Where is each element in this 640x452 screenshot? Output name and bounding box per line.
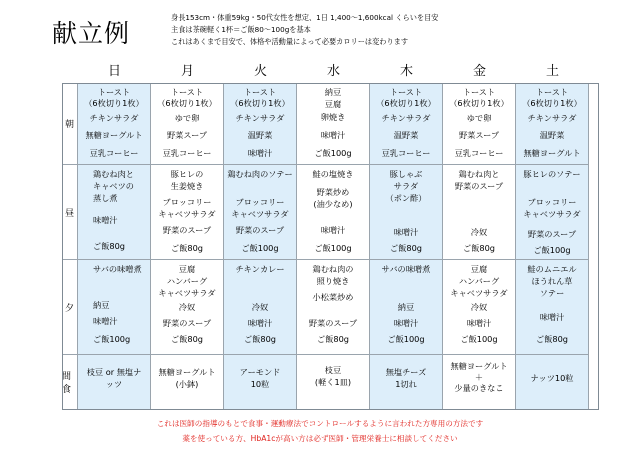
- menu-item: 野菜のスープ: [308, 318, 358, 328]
- menu-item: ソテー: [539, 288, 565, 298]
- menu-cell: [224, 355, 297, 410]
- menu-item: トースト: [243, 87, 277, 97]
- menu-item: 豆乳コーヒー: [454, 148, 504, 158]
- menu-item: ご飯100g: [533, 245, 571, 255]
- note-line: 主食は茶碗軽く1杯＝ご飯80〜100gを基本: [171, 25, 311, 34]
- menu-item: 豆乳コーヒー: [381, 148, 431, 158]
- menu-cell: [78, 165, 151, 260]
- menu-item: アーモンド: [239, 367, 281, 377]
- menu-item: トースト: [97, 87, 131, 97]
- menu-item: 温野菜: [539, 130, 565, 140]
- menu-item: 卵焼き: [320, 112, 346, 122]
- menu-item: 豆乳コーヒー: [89, 148, 139, 158]
- menu-item: 味噌汁: [393, 227, 419, 237]
- menu-item: 温野菜: [247, 130, 273, 140]
- meal-label: 夕: [62, 260, 78, 355]
- menu-item: チキンサラダ: [89, 113, 139, 123]
- menu-item: 納豆: [324, 87, 342, 97]
- meal-label: 間食: [62, 355, 78, 410]
- menu-item: ゆで卵: [466, 113, 492, 123]
- menu-item: 豆腐: [178, 264, 196, 274]
- menu-cell: [224, 260, 297, 355]
- menu-item: 味噌汁: [247, 148, 273, 158]
- menu-item: 1切れ: [395, 379, 417, 389]
- menu-item: 野菜スープ: [458, 130, 500, 140]
- menu-cell: [516, 165, 589, 260]
- menu-cell: [370, 355, 443, 410]
- menu-item: 温野菜: [393, 130, 419, 140]
- menu-item: 鮭の塩焼き: [312, 169, 354, 179]
- page-title: 献立例: [52, 19, 131, 48]
- menu-item: ブロッコリー: [162, 197, 212, 207]
- menu-item: 納豆: [93, 300, 110, 310]
- menu-item: 蒸し煮: [93, 193, 118, 203]
- menu-cell: [151, 83, 224, 165]
- notes: [171, 12, 438, 48]
- menu-cell: [370, 165, 443, 260]
- menu-item: ご飯80g: [171, 334, 203, 344]
- menu-item: (油少なめ): [313, 199, 353, 209]
- menu-item: ご飯80g: [390, 243, 422, 253]
- menu-item: チキンカレー: [235, 264, 285, 274]
- menu-item: 鶏むね肉の: [312, 264, 354, 274]
- menu-item: 無糖ヨーグルト: [523, 148, 581, 158]
- menu-item: キャベツの: [93, 181, 134, 191]
- menu-item: 豆腐: [324, 99, 342, 109]
- day-header: 火: [253, 64, 267, 79]
- menu-cell: [151, 165, 224, 260]
- menu-item: キャベツサラダ: [450, 288, 508, 298]
- menu-cell: [516, 355, 589, 410]
- menu-item: 冷奴: [251, 302, 269, 312]
- menu-item: ご飯80g: [463, 243, 495, 253]
- menu-cell: [297, 165, 370, 260]
- menu-item: 小松菜炒め: [312, 292, 354, 302]
- menu-item: 味噌汁: [320, 225, 346, 235]
- menu-cell: [78, 83, 151, 165]
- menu-cell: [443, 165, 516, 260]
- menu-item: （6枚切り1枚）: [449, 98, 509, 108]
- menu-item: ご飯100g: [387, 334, 425, 344]
- menu-item: 味噌汁: [539, 312, 565, 322]
- menu-cell: [151, 355, 224, 410]
- note-line: これはあくまで目安で、体格や活動量によって必要カロリーは変わります: [171, 37, 409, 46]
- menu-item: ハンバーグ: [458, 276, 500, 286]
- menu-item: 無糖ヨーグルト: [85, 130, 143, 140]
- menu-item: ご飯80g: [317, 334, 349, 344]
- menu-cell: [224, 83, 297, 165]
- menu-item: 野菜のスープ: [162, 318, 212, 328]
- menu-item: （6枚切り1枚）: [157, 98, 217, 108]
- day-header: 土: [545, 64, 559, 79]
- menu-item: ハンバーグ: [166, 276, 208, 286]
- menu-item: 枝豆 or 無塩ナ: [86, 367, 142, 377]
- menu-cell: [443, 260, 516, 355]
- menu-item: 豚ヒレの: [170, 169, 204, 179]
- menu-item: 野菜のスープ: [454, 181, 504, 191]
- menu-item: (小鉢): [175, 379, 199, 389]
- menu-item: 野菜スープ: [166, 130, 208, 140]
- footer-note: これは医師の指導のもとで食事・運動療法でコントロールするように言われた方専用の方法です: [156, 419, 484, 428]
- day-header: 月: [180, 64, 194, 79]
- day-header: 日: [107, 64, 121, 79]
- menu-item: 野菜のスープ: [235, 225, 285, 235]
- menu-item: 味噌汁: [93, 316, 118, 326]
- menu-item: トースト: [389, 87, 423, 97]
- menu-item: ご飯80g: [244, 334, 276, 344]
- menu-item: 鶏むね肉と: [93, 169, 134, 179]
- menu-item: 野菜のスープ: [162, 225, 212, 235]
- menu-item: 照り焼き: [316, 276, 350, 286]
- menu-item: ご飯100g: [93, 334, 131, 344]
- menu-item: 冷奴: [178, 302, 196, 312]
- menu-item: ＋: [474, 372, 484, 382]
- menu-item: ご飯100g: [314, 243, 352, 253]
- menu-item: 味噌汁: [93, 215, 118, 225]
- menu-item: 味噌汁: [320, 130, 346, 140]
- menu-item: ナッツ10粒: [530, 373, 574, 383]
- menu-item: サバの味噌煮: [381, 264, 431, 274]
- menu-cell: [297, 83, 370, 165]
- menu-cell: [516, 260, 589, 355]
- menu-item: 鶏むね肉のソテー: [227, 169, 293, 179]
- menu-item: キャベツサラダ: [231, 209, 289, 219]
- menu-cell: [443, 83, 516, 165]
- menu-item: トースト: [462, 87, 496, 97]
- menu-item: ご飯80g: [93, 241, 125, 251]
- menu-item: 豚しゃぶ: [389, 169, 423, 179]
- menu-cell: [443, 355, 516, 410]
- menu-item: 無糖ヨーグルト: [158, 367, 216, 377]
- meal-label: 朝: [62, 83, 78, 165]
- menu-item: チキンサラダ: [381, 113, 431, 123]
- menu-item: 少量のきなこ: [454, 383, 504, 393]
- menu-cell: [370, 83, 443, 165]
- menu-item: ご飯100g: [460, 334, 498, 344]
- menu-cell: [516, 83, 589, 165]
- menu-item: チキンサラダ: [235, 113, 285, 123]
- menu-item: 鶏むね肉と: [458, 169, 500, 179]
- menu-item: ブロッコリー: [527, 197, 577, 207]
- menu-item: 豆乳コーヒー: [162, 148, 212, 158]
- menu-item: キャベツサラダ: [158, 209, 216, 219]
- menu-item: サラダ: [393, 181, 419, 191]
- menu-cell: [297, 260, 370, 355]
- menu-item: 生姜焼き: [170, 181, 204, 191]
- menu-item: ご飯80g: [536, 334, 568, 344]
- menu-cell: [151, 260, 224, 355]
- menu-item: キャベツサラダ: [158, 288, 216, 298]
- menu-item: (軽く1皿): [314, 377, 352, 387]
- menu-item: 豆腐: [470, 264, 488, 274]
- menu-cell: [78, 260, 151, 355]
- menu-item: 枝豆: [324, 365, 342, 375]
- menu-item: 冷奴: [470, 302, 488, 312]
- menu-item: トースト: [535, 87, 569, 97]
- day-header: 水: [326, 64, 340, 79]
- footer-note: 薬を使っている方、HbA1cが高い方は必ず医師・管理栄養士に相談してください: [182, 434, 458, 443]
- menu-item: 味噌汁: [393, 318, 419, 328]
- menu-item: ご飯80g: [171, 243, 203, 253]
- menu-item: （6枚切り1枚）: [522, 98, 582, 108]
- day-header: 金: [472, 64, 486, 79]
- menu-table: [62, 83, 599, 410]
- menu-item: 無糖ヨーグルト: [450, 361, 508, 371]
- menu-item: （ポン酢）: [385, 193, 427, 203]
- menu-item: 味噌汁: [247, 318, 273, 328]
- menu-item: 鮭のムニエル: [527, 264, 577, 274]
- menu-item: （6枚切り1枚）: [230, 98, 290, 108]
- menu-item: ゆで卵: [174, 113, 200, 123]
- menu-item: サバの味噌煮: [93, 264, 142, 274]
- menu-item: ご飯100g: [241, 243, 279, 253]
- menu-item: 10粒: [250, 379, 270, 389]
- menu-item: 野菜炒め: [316, 187, 350, 197]
- menu-item: 野菜のスープ: [527, 229, 577, 239]
- note-line: 身長153cm・体重59kg・50代女性を想定、1日 1,400〜1,600kcal くらいを目安: [171, 13, 439, 22]
- menu-item: 無塩チーズ: [385, 367, 427, 377]
- menu-item: （6枚切り1枚）: [84, 98, 144, 108]
- menu-cell: [224, 165, 297, 260]
- menu-item: 納豆: [397, 302, 415, 312]
- menu-cell: [297, 355, 370, 410]
- menu-item: （6枚切り1枚）: [376, 98, 436, 108]
- day-header: 木: [399, 64, 413, 79]
- menu-item: ッツ: [105, 379, 123, 389]
- menu-item: ブロッコリー: [235, 197, 285, 207]
- menu-item: チキンサラダ: [527, 113, 577, 123]
- menu-cell: [370, 260, 443, 355]
- menu-item: 冷奴: [470, 227, 488, 237]
- menu-item: トースト: [170, 87, 204, 97]
- menu-item: ご飯100g: [314, 148, 352, 158]
- meal-label: 昼: [62, 165, 78, 260]
- menu-item: 味噌汁: [466, 318, 492, 328]
- menu-item: ほうれん草: [531, 276, 573, 286]
- menu-item: 豚ヒレのソテー: [523, 169, 581, 179]
- menu-cell: [78, 355, 151, 410]
- menu-item: キャベツサラダ: [523, 209, 581, 219]
